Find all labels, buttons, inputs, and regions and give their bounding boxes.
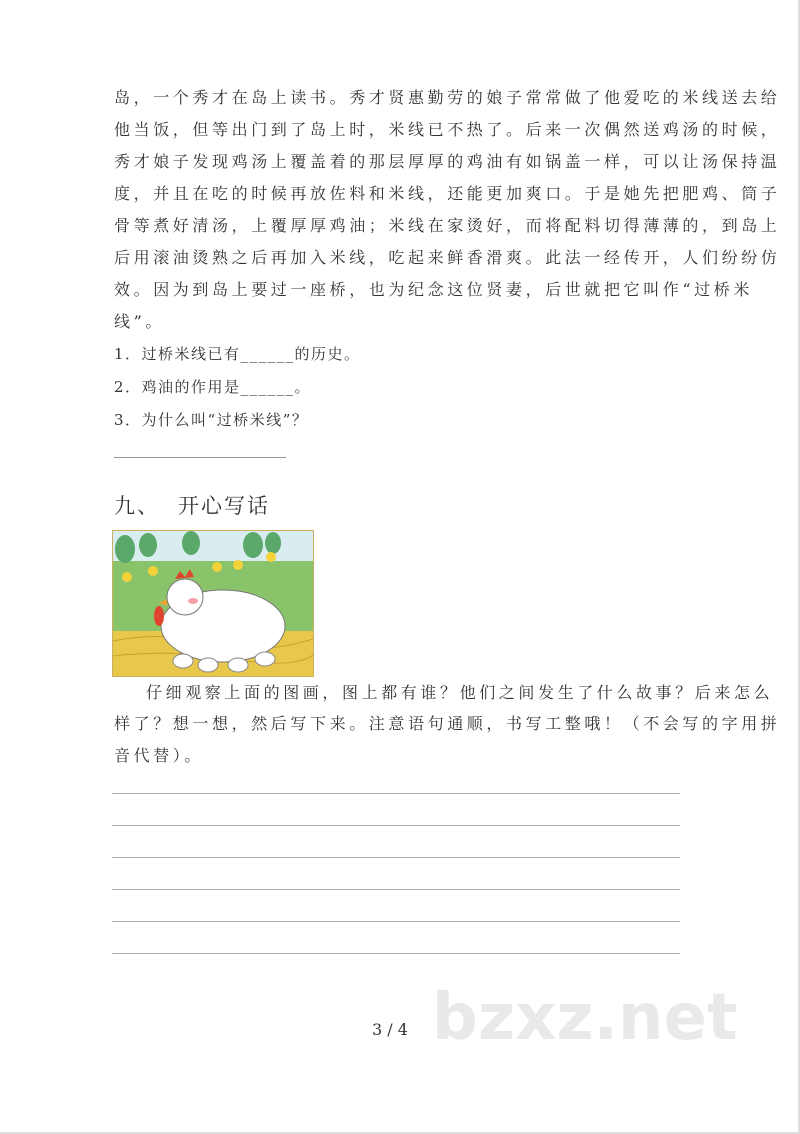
passage-line: 岛，一个秀才在岛上读书。秀才贤惠勤劳的娘子常常做了他爱吃的米线送去给 [114, 88, 781, 107]
page-number: 3 / 4 [372, 1020, 408, 1039]
writing-line[interactable] [112, 889, 680, 890]
prompt-line: 样了？想一想，然后写下来。注意语句通顺，书写工整哦！（不会写的字用拼 [114, 714, 781, 733]
question-1: 1．过桥米线已有______的历史。 [114, 345, 361, 363]
prompt-line: 音代替）。 [114, 746, 205, 765]
passage-line: 效。因为到岛上要过一座桥，也为纪念这位贤妻，后世就把它叫作“过桥米 [114, 280, 753, 299]
writing-line[interactable] [112, 857, 680, 858]
passage-line: 他当饭，但等出门到了岛上时，米线已不热了。后来一次偶然送鸡汤的时候， [114, 120, 781, 139]
watermark: bzxz.net [432, 981, 738, 1055]
prompt-line: 仔细观察上面的图画，图上都有谁？他们之间发生了什么故事？后来怎么 [146, 683, 774, 702]
answer-line[interactable] [114, 457, 286, 458]
section-number: 九、 [114, 494, 160, 518]
writing-line[interactable] [112, 793, 680, 794]
passage-line: 线”。 [114, 312, 165, 331]
section-heading [114, 490, 270, 520]
writing-line[interactable] [112, 953, 680, 954]
passage-line: 后用滚油烫熟之后再加入米线，吃起来鲜香滑爽。此法一经传开，人们纷纷仿 [114, 248, 781, 267]
question-3: 3．为什么叫“过桥米线”？ [114, 411, 309, 429]
passage-line: 秀才娘子发现鸡汤上覆盖着的那层厚厚的鸡油有如锅盖一样，可以让汤保持温 [114, 152, 781, 171]
writing-line[interactable] [112, 921, 680, 922]
writing-line[interactable] [112, 825, 680, 826]
passage-line: 骨等煮好清汤，上覆厚厚鸡油；米线在家烫好，而将配料切得薄薄的，到岛上 [114, 216, 781, 235]
section-title: 开心写话 [178, 494, 270, 518]
hen-illustration [112, 530, 314, 677]
question-2: 2．鸡油的作用是______。 [114, 378, 312, 396]
passage-line: 度，并且在吃的时候再放佐料和米线，还能更加爽口。于是她先把肥鸡、筒子 [114, 184, 781, 203]
